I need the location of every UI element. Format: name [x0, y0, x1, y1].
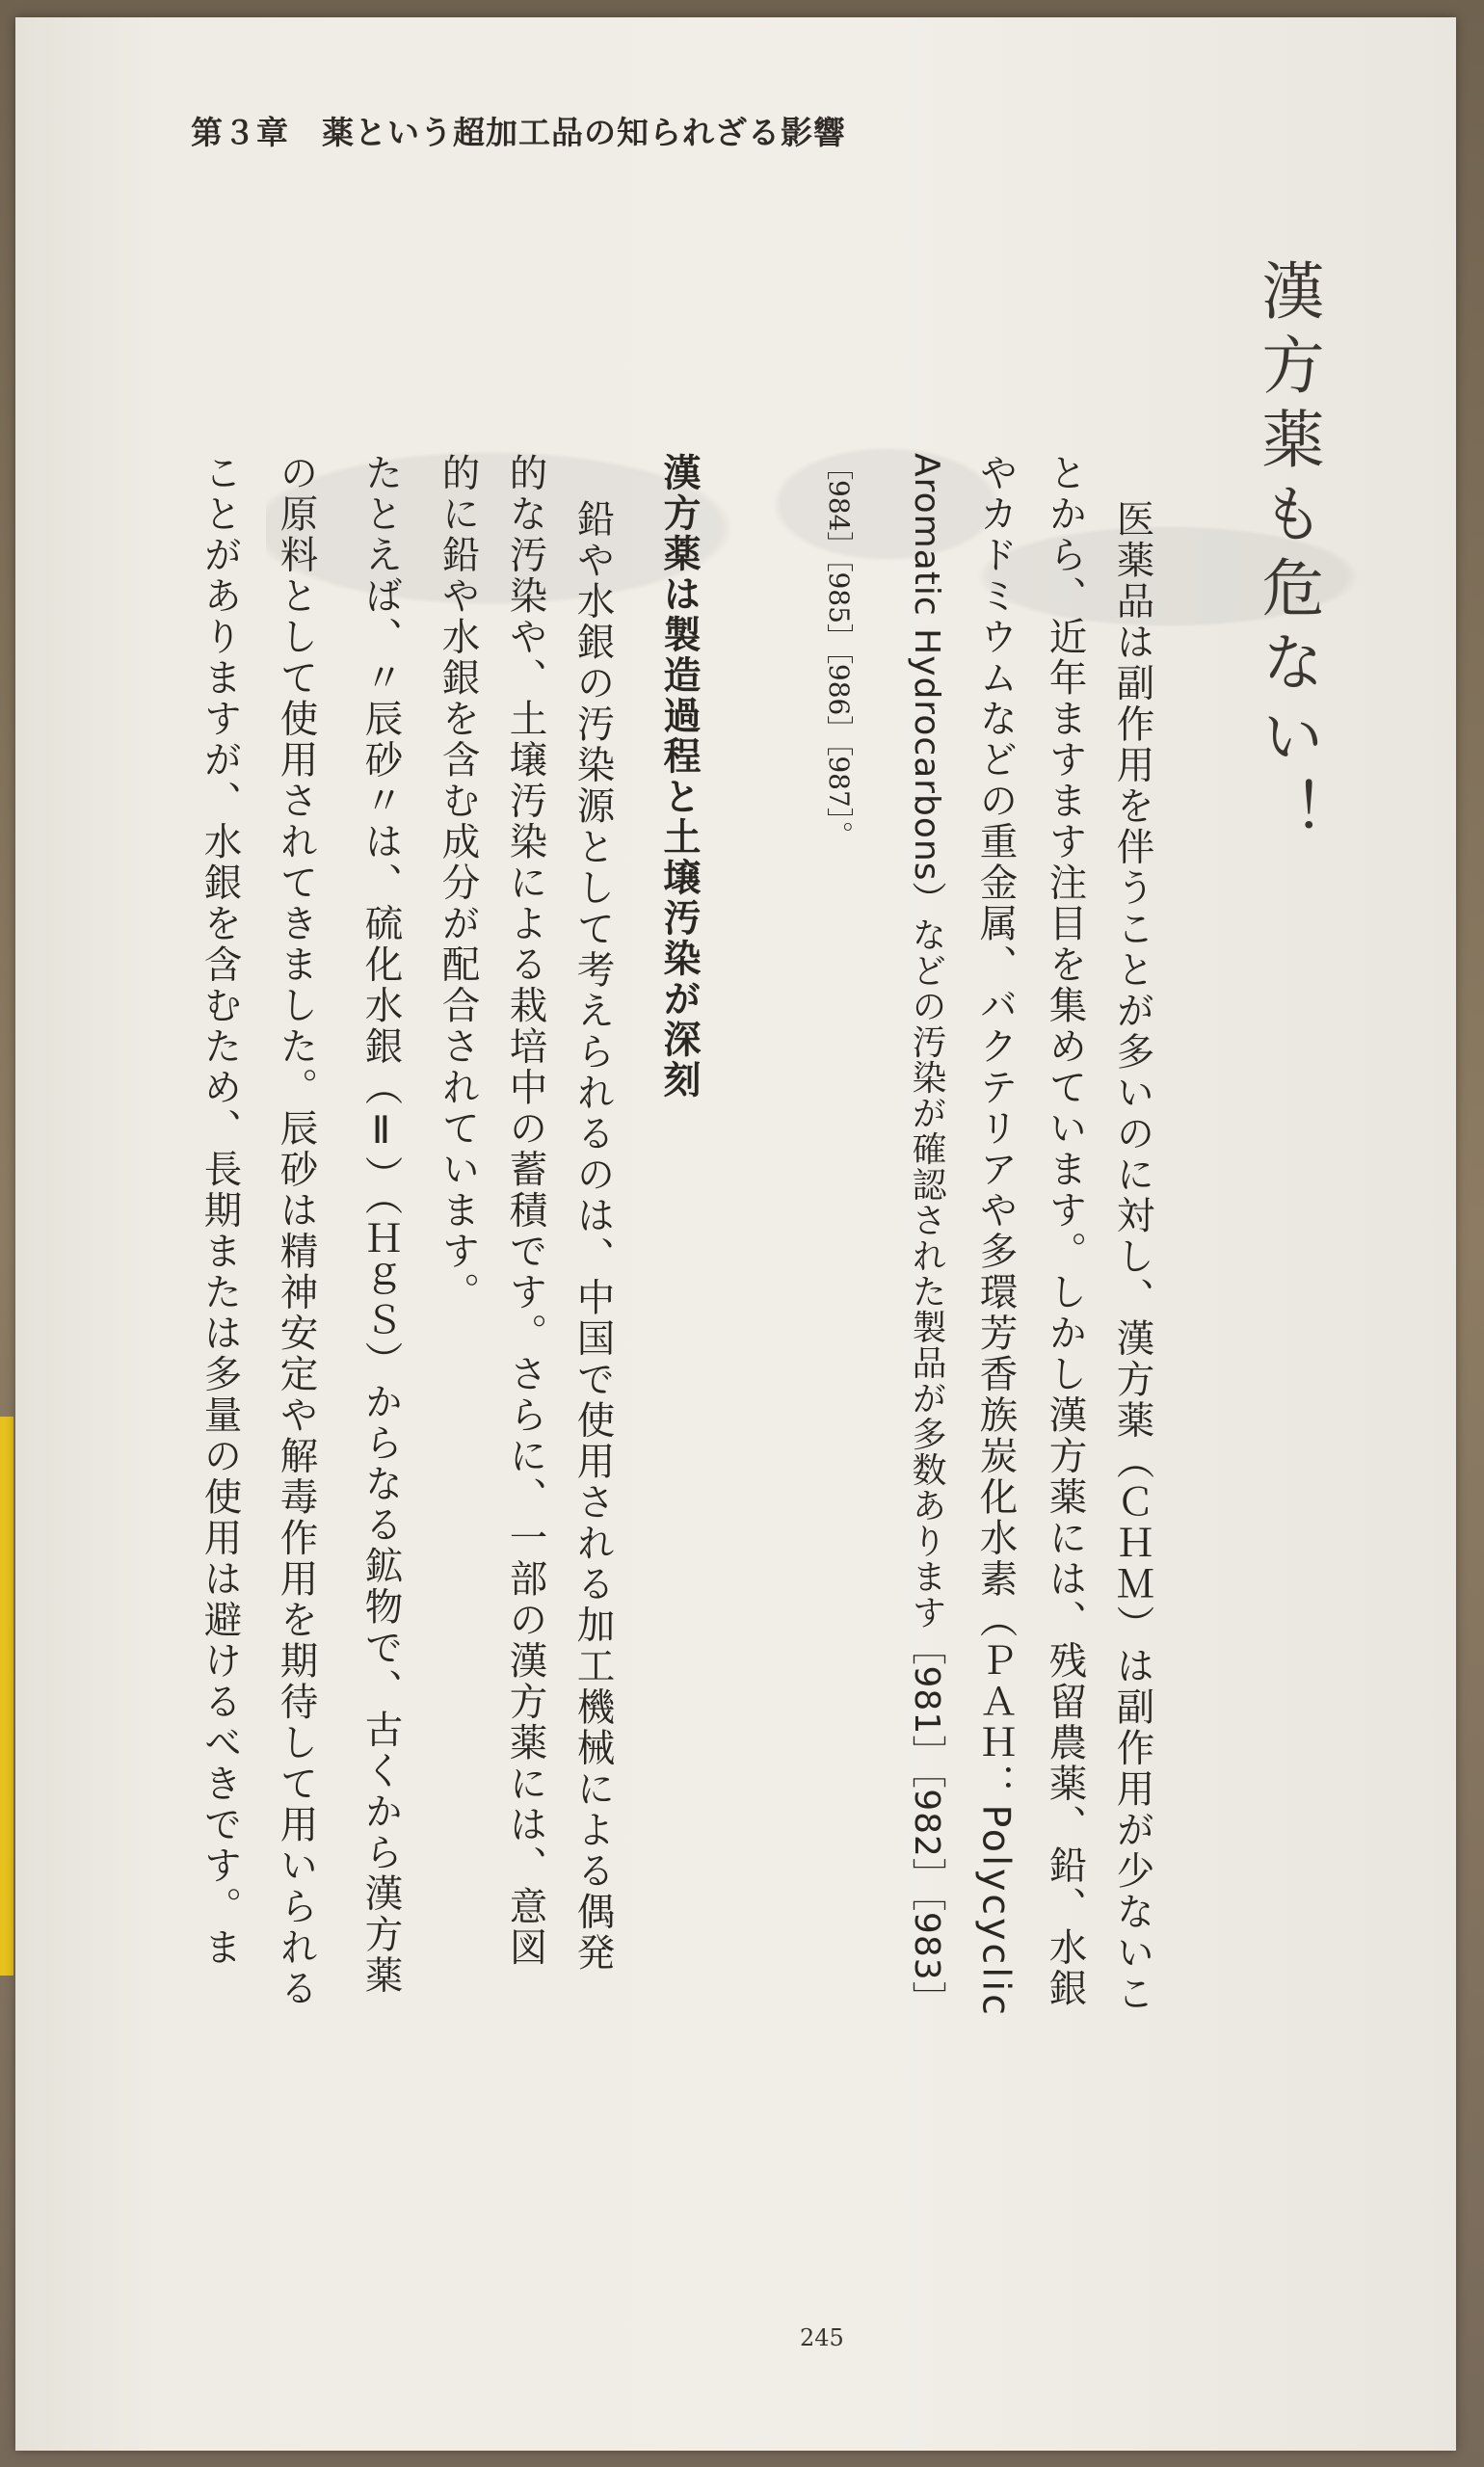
paragraph2-line5: の原料として使用されてきました。辰砂は精神安定や解毒作用を期待して用いられる: [274, 453, 319, 2009]
section-title: 漢方薬も危ない！: [1251, 258, 1323, 852]
paragraph2-line2: 的な汚染や、土壌汚染による栽培中の蓄積です。さらに、一部の漢方薬には、意図: [503, 453, 548, 1969]
subheading: 漢方薬は製造過程と土壌汚染が深刻: [657, 453, 701, 1101]
paragraph2-line3: 的に鉛や水銀を含む成分が配合されています。: [436, 453, 481, 1313]
paragraph1-line1: 医薬品は副作用を伴うことが多いのに対し、漢方薬（ＣＨＭ）は副作用が少ないこ: [1110, 499, 1155, 2015]
yellow-bookmark-strip: [0, 1417, 13, 1976]
paragraph2-line1: 鉛や水銀の汚染源として考えられるのは、中国で使用される加工機械による偶発: [570, 499, 616, 1974]
paragraph1-line4: Aromatic Hydrocarbons）などの汚染が確認された製品が多数あります［981］［982］［983］: [907, 453, 946, 2017]
paragraph2-line4: たとえば、〃辰砂〃は、硫化水銀（Ⅱ）（ＨｇＳ）からなる鉱物で、古くから漢方薬: [358, 453, 404, 1997]
paragraph1-line2: とから、近年ますます注目を集めています。しかし漢方薬には、残留農薬、鉛、水銀: [1043, 453, 1088, 2009]
running-head: 第３章 薬という超加工品の知られざる影響: [191, 114, 846, 151]
paragraph1-line3: やカドミウムなどの重金属、バクテリアや多環芳香族炭化水素（ＰＡＨ：Polycyclic: [973, 453, 1019, 2018]
paragraph1-line5-refs: ［984］［985］［986］［987］。: [823, 453, 855, 848]
page-number: 245: [800, 2324, 844, 2351]
paragraph2-line6: ことがありますが、水銀を含むため、長期または多量の使用は避けるべきです。ま: [198, 453, 243, 1969]
